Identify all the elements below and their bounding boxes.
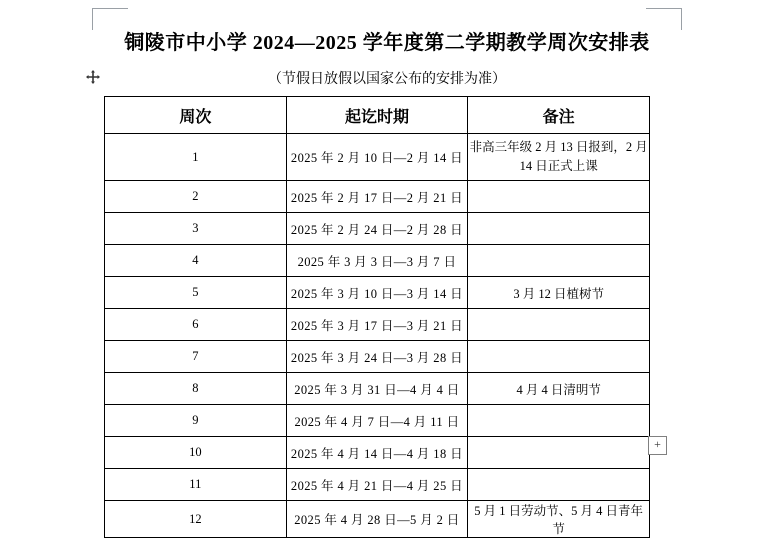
cell-week: 2 <box>105 181 287 213</box>
cell-week: 5 <box>105 277 287 309</box>
margin-guide-top-right-horizontal <box>646 8 682 9</box>
column-header-dates: 起讫时期 <box>286 97 468 134</box>
cell-dates: 2025 年 4 月 7 日—4 月 11 日 <box>286 405 468 437</box>
cell-dates: 2025 年 2 月 17 日—2 月 21 日 <box>286 181 468 213</box>
cell-week: 12 <box>105 501 287 538</box>
cell-note <box>468 469 650 501</box>
table-row <box>105 213 650 245</box>
table-row <box>105 341 650 373</box>
page-subtitle: （节假日放假以国家公布的安排为准） <box>268 72 506 87</box>
table-row <box>105 373 650 405</box>
table-row <box>105 469 650 501</box>
cell-week: 1 <box>105 134 287 181</box>
cell-week: 4 <box>105 245 287 277</box>
table-row <box>105 134 650 181</box>
cell-dates: 2025 年 3 月 3 日—3 月 7 日 <box>286 245 468 277</box>
cell-week: 6 <box>105 309 287 341</box>
cell-note: 非高三年级 2 月 13 日报到，2 月 14 日正式上课 <box>468 134 650 181</box>
cell-dates: 2025 年 3 月 24 日—3 月 28 日 <box>286 341 468 373</box>
cell-note <box>468 309 650 341</box>
cell-note <box>468 213 650 245</box>
page-title: 铜陵市中小学 2024—2025 学年度第二学期教学周次安排表 <box>124 32 650 54</box>
cell-dates: 2025 年 3 月 17 日—3 月 21 日 <box>286 309 468 341</box>
column-header-week: 周次 <box>105 97 287 134</box>
cell-dates: 2025 年 4 月 21 日—4 月 25 日 <box>286 469 468 501</box>
cell-dates: 2025 年 3 月 10 日—3 月 14 日 <box>286 277 468 309</box>
cell-dates: 2025 年 2 月 24 日—2 月 28 日 <box>286 213 468 245</box>
cell-week: 9 <box>105 405 287 437</box>
margin-guide-top-left-horizontal <box>92 8 128 9</box>
table-row <box>105 405 650 437</box>
cell-note <box>468 181 650 213</box>
table-row <box>105 245 650 277</box>
cell-note: 4 月 4 日清明节 <box>468 373 650 405</box>
table-header <box>105 97 650 134</box>
table-row <box>105 437 650 469</box>
cell-dates: 2025 年 4 月 14 日—4 月 18 日 <box>286 437 468 469</box>
cell-dates: 2025 年 4 月 28 日—5 月 2 日 <box>286 501 468 538</box>
cell-note <box>468 437 650 469</box>
cell-note: 5 月 1 日劳动节、5 月 4 日青年节 <box>468 501 650 538</box>
cell-week: 11 <box>105 469 287 501</box>
table-row <box>105 501 650 538</box>
table-header-row <box>105 97 650 134</box>
table-resize-handle[interactable]: + <box>648 436 667 455</box>
cell-note <box>468 341 650 373</box>
table-body <box>105 134 650 538</box>
cell-week: 7 <box>105 341 287 373</box>
cell-note <box>468 405 650 437</box>
table-row <box>105 277 650 309</box>
table-row <box>105 181 650 213</box>
table-row <box>105 309 650 341</box>
schedule-table <box>104 96 650 538</box>
cell-week: 10 <box>105 437 287 469</box>
column-header-note: 备注 <box>468 97 650 134</box>
cell-note: 3 月 12 日植树节 <box>468 277 650 309</box>
cell-note <box>468 245 650 277</box>
cell-week: 3 <box>105 213 287 245</box>
cell-dates: 2025 年 3 月 31 日—4 月 4 日 <box>286 373 468 405</box>
cell-week: 8 <box>105 373 287 405</box>
cell-dates: 2025 年 2 月 10 日—2 月 14 日 <box>286 134 468 181</box>
